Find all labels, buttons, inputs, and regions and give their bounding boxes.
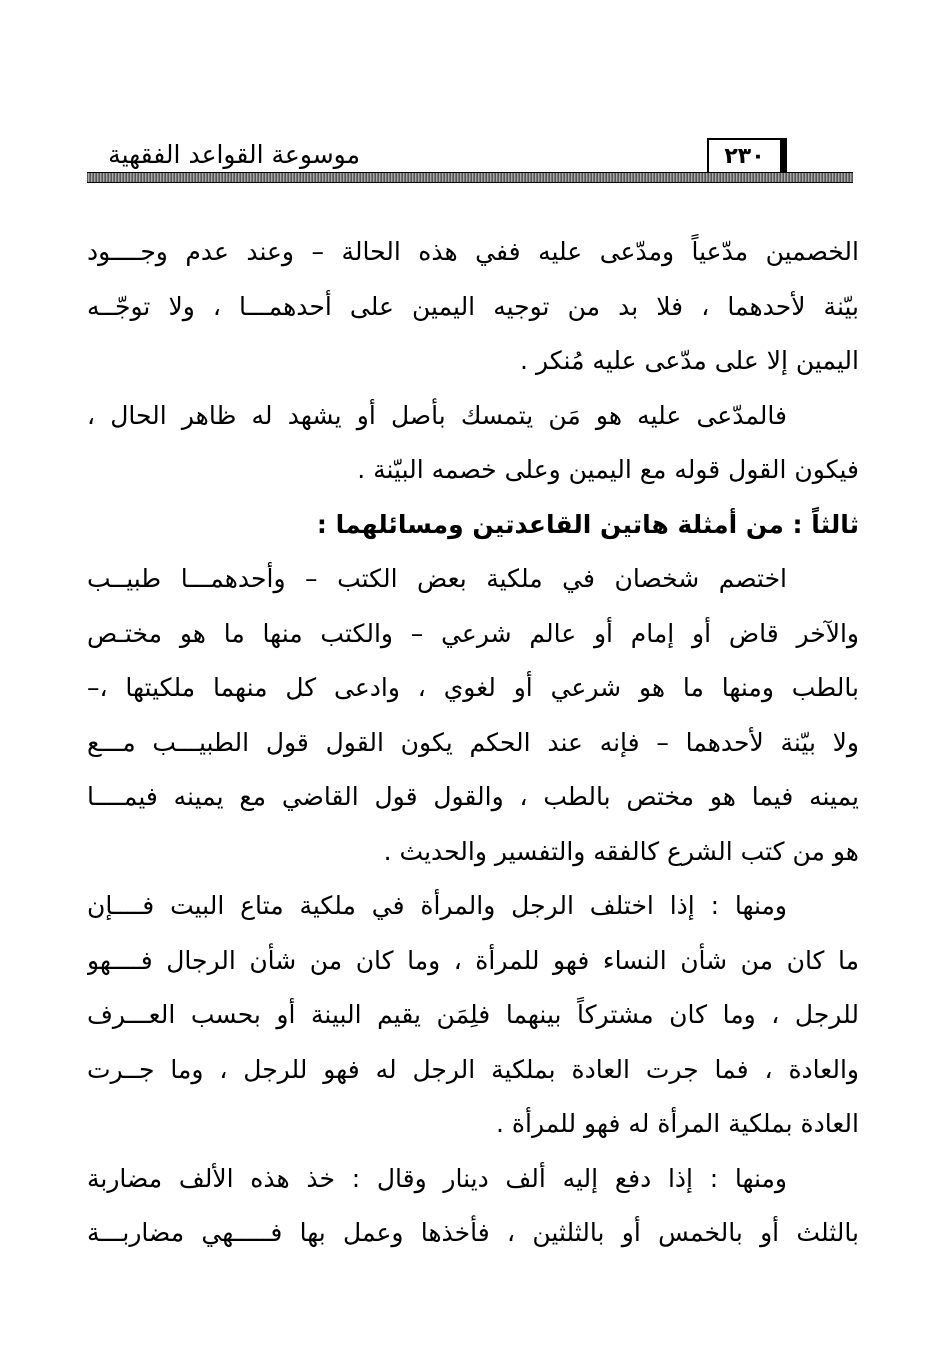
text-line: اختصم شخصان في ملكية بعض الكتب – وأحدهمـــا طبيــب — [87, 564, 787, 593]
text-line: فيكون القول قوله مع اليمين وعلى خصمه البيّنة . — [357, 455, 859, 484]
text-line: بيّنة لأحدهما ، فلا بد من توجيه اليمين على أحدهمـــا ، ولا توجّــه — [87, 291, 859, 321]
text-line: هو من كتب الشرع كالفقه والتفسير والحديث . — [383, 836, 859, 866]
text-line: للرجل ، وما كان مشتركاً بينهما فلِمَن يقيم البينة أو بحسب العـــرف — [87, 1000, 859, 1029]
text-line: الخصمين مدّعياً ومدّعى عليه ففي هذه الحالة – وعند عدم وجــــود — [87, 237, 859, 266]
page-number-box — [707, 138, 787, 174]
text-line: ولا بيّنة لأحدهما – فإنه عند الحكم يكون القول قول الطبيـــب مـــع — [87, 727, 859, 757]
text-line: اليمين إلا على مدّعى عليه مُنكر . — [520, 346, 859, 375]
page-body — [87, 225, 859, 1261]
text-line: ما كان من شأن النساء فهو للمرأة ، وما كان من شأن الرجال فــــهو — [87, 945, 859, 975]
text-line: فالمدّعى عليه هو مَن يتمسك بأصل أو يشهد له ظاهر الحال ، — [87, 400, 787, 430]
text-line: والعادة ، فما جرت العادة بملكية الرجل له فهو للرجل ، وما جــرت — [87, 1054, 859, 1084]
page-number: ٢٣٠ — [724, 143, 765, 169]
header-divider — [87, 172, 853, 183]
running-header-title: موسوعة القواعد الفقهية — [108, 140, 360, 169]
section-heading: ثالثاً : من أمثلة هاتين القاعدتين ومسائلهما : — [316, 509, 859, 539]
text-line: العادة بملكية المرأة له فهو للمرأة . — [496, 1109, 859, 1138]
text-line: والآخر قاض أو إمام أو عالم شرعي – والكتب منها ما هو مختـص — [87, 618, 859, 648]
text-line: بالثلث أو بالخمس أو بالثلثين ، فأخذها وعمل بها فـــــهي مضاربـــة — [87, 1218, 859, 1247]
text-line: ومنها : إذا اختلف الرجل والمرأة في ملكية متاع البيت فــــإن — [87, 891, 787, 920]
text-line: بالطب ومنها ما هو شرعي أو لغوي ، وادعى كل منهما ملكيتها ،– — [87, 673, 859, 702]
text-line: يمينه فيما هو مختص بالطب ، والقول قول القاضي مع يمينه فيمــــا — [87, 782, 859, 811]
text-line: ومنها : إذا دفع إليه ألف دينار وقال : خذ هذه الألف مضاربة — [87, 1163, 787, 1193]
